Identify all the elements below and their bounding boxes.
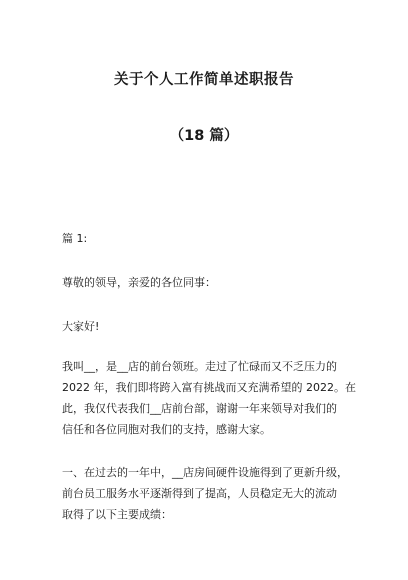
paragraph-line: 我叫__，是__店的前台领班。走过了忙碌而又不乏压力的 — [62, 360, 337, 373]
paragraph-line: 信任和各位同胞对我们的支持，感谢大家。 — [62, 423, 271, 436]
salutation-text: 尊敬的领导，亲爱的各位同事： — [62, 276, 216, 289]
paragraph-2 — [62, 462, 362, 525]
paragraph-line: 前台员工服务水平逐渐得到了提高，人员稳定无大的流动 — [62, 487, 337, 500]
paragraph-line: 此，我仅代表我们__店前台部，谢谢一年来领导对我们的 — [62, 402, 337, 415]
document-subtitle: （18 篇） — [169, 128, 239, 144]
section-label — [62, 228, 362, 249]
paragraph-line: 一、在过去的一年中，__店房间硬件设施得到了更新升级， — [62, 466, 348, 479]
document-title: 关于个人工作简单述职报告 — [114, 72, 294, 88]
paragraph-1 — [62, 356, 362, 440]
greeting — [62, 316, 362, 337]
salutation — [62, 272, 362, 293]
section-label-text: 篇 1: — [62, 232, 88, 245]
paragraph-line: 取得了以下主要成绩： — [62, 508, 172, 521]
paragraph-line: 2022 年，我们即将跨入富有挑战而又充满希望的 2022。在 — [62, 381, 356, 394]
greeting-text: 大家好! — [62, 320, 100, 333]
